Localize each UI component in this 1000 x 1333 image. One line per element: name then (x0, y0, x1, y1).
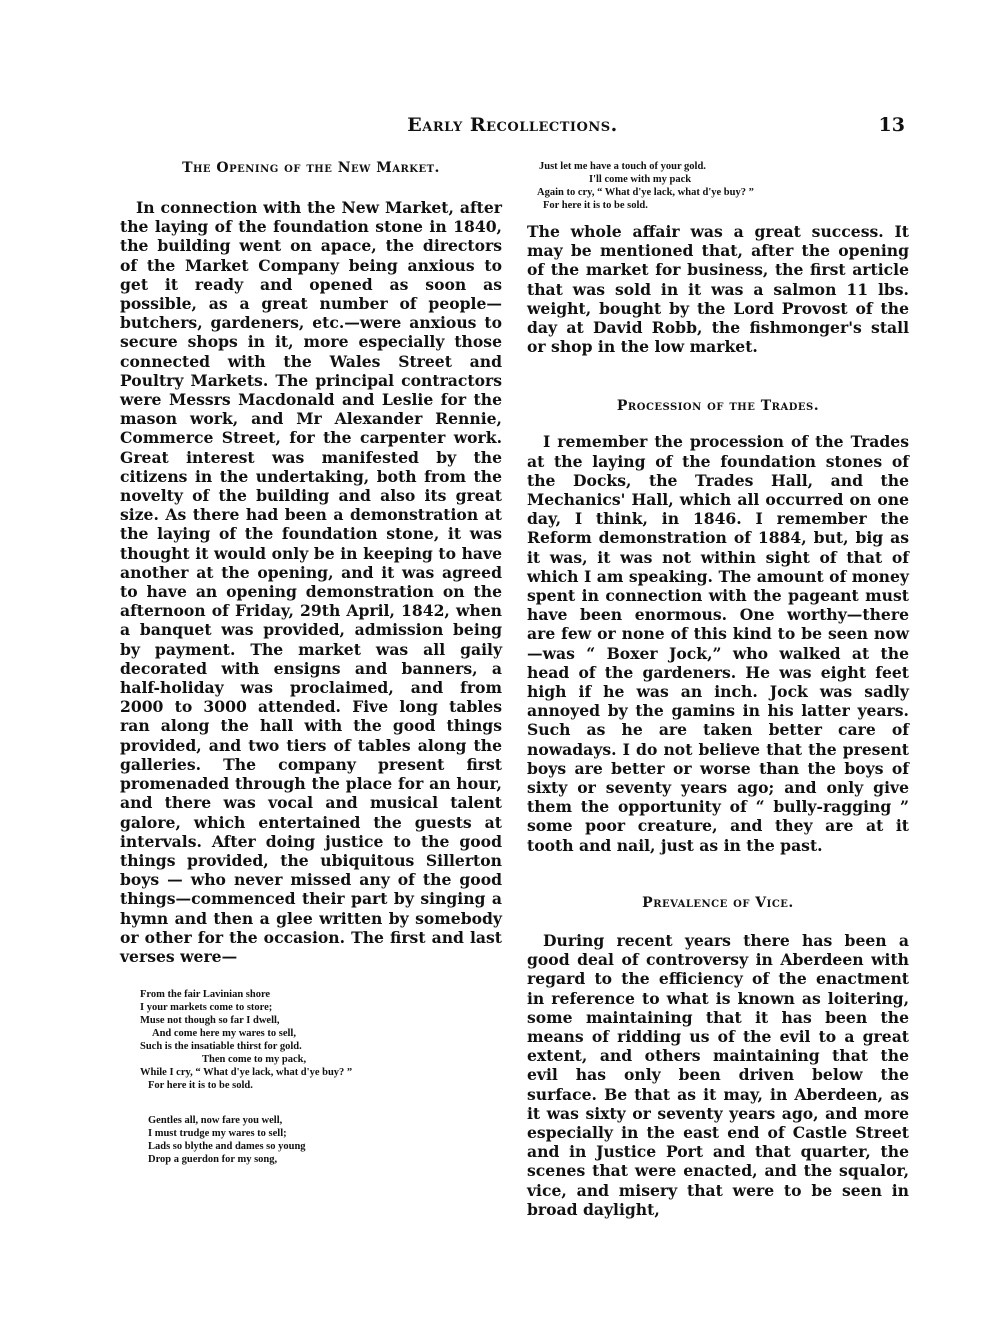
section-heading-procession: Procession of the Trades. (616, 398, 820, 415)
verse-line: Such is the insatiable thirst for gold. (140, 1041, 302, 1053)
verse-block-left (120, 988, 502, 1166)
verse-line: Again to cry, “ What d'ye lack, what d'ye buy? ” (537, 187, 754, 198)
verse-line: Just let me have a touch of your gold. (539, 161, 706, 172)
verse-line: While I cry, “ What d'ye lack, what d'ye buy? ” (140, 1067, 353, 1079)
verse-stanza-continued (537, 160, 909, 212)
verse-line: Gentles all, now fare you well, (148, 1115, 283, 1127)
running-head (120, 114, 905, 142)
verse-line: From the fair Lavinian shore (140, 989, 271, 1001)
verse-line: For here it is to be sold. (543, 200, 648, 211)
section-heading-new-market: The Opening of the New Market. (182, 160, 440, 176)
paragraph-new-market: In connection with the New Market, after the laying of the foundation stone in 1840, the building went on apace, the directors of the Market Company being anxious to get it ready and opened as soon as possible, as a great number of people—butchers, gardeners, etc.—were anxious to secure shops in it, more especially those connected with the Wales Street and Poultry Markets. The principal contractors were Messrs Macdonald and Leslie for the mason work, and Mr Alexander Rennie, Commerce Street, for the carpenter work. Great interest was manifested by the citizens in the undertaking, both from the novelty of the building and also its great size. As there had been a demonstration at the laying of the foundation stone, it was thought it would only be in keeping to have another at the opening, and it was agreed to have an opening demonstration on the afternoon of Friday, 29th April, 1842, when a banquet was provided, admission being by payment. The market was all gaily decorated with ensigns and banners, a half-holiday was proclaimed, and from 2000 to 3000 attended. Five long tables ran along the hall with the good things provided, and two tiers of tables along the galleries. The company present first promenaded through the place for an hour, and there was vocal and musical talent galore, which entertained the guests at intervals. After doing justice to the good things provided, the ubiquitous Sillerton boys — who never missed any of the good things—commenced their part by singing a hymn and then a glee written by somebody or other for the occasion. The first and last verses were— (120, 198, 502, 966)
section-heading-vice: Prevalence of Vice. (642, 894, 794, 911)
verse-block-right (527, 160, 909, 212)
paragraph-great-success: The whole affair was a great success. It may be mentioned that, after the opening of the market for business, the first article that was sold in it was a salmon 11 lbs. weight, bought by the Lord Provost of the day at David Robb, the fishmonger's stall or shop in the low market. (527, 222, 909, 357)
verse-line: I must trudge my wares to sell; (148, 1128, 287, 1140)
left-column (120, 160, 502, 1166)
verse-stanza-1 (140, 988, 502, 1092)
verse-line: Lads so blythe and dames so young (148, 1141, 306, 1153)
verse-line: Muse not though so far I dwell, (140, 1015, 280, 1027)
verse-line: For here it is to be sold. (148, 1080, 253, 1092)
paragraph-vice: During recent years there has been a good deal of controversy in Aberdeen with regard to the efficiency of the enactment in reference to what is known as loitering, some maintaining that it has been the means of ridding us of the evil to a great extent, and others maintaining that the evil has only been driven below the surface. Be that as it may, in Aberdeen, as it was sixty or seventy years ago, and more especially in the east end of Castle Street and in Justice Port and that quarter, the scenes that were enacted, and the squalor, vice, and misery that were to be seen in broad daylight, (527, 930, 909, 1219)
running-title: Early Recollections. (407, 114, 618, 136)
verse-line: I your markets come to store; (140, 1002, 273, 1014)
paragraph-procession: I remember the procession of the Trades at the laying of the foundation stones of the Docks, the Trades Hall, and the Mechanics' Hall, which all occurred on one day, I think, in 1846. I remember the Reform demonstration of 1884, but, big as it was, it was not within sight of that of which I am speaking. The amount of money spent in connection with the pageant must have been enormous. One worthy—there are few or none of this kind to be seen now—was “ Boxer Jock,” who walked at the head of the gardeners. He was eight feet high if he was an inch. Jock was sadly annoyed by the gamins in his latter years. Such as he are taken better care of nowadays. I do not believe that the present boys are better or worse than the boys of sixty or seventy years ago; and only give them the opportunity of “ bully-ragging ” some poor creature, and they are at it tooth and nail, just as in the past. (527, 432, 909, 855)
verse-line: I'll come with my pack (589, 174, 692, 185)
verse-line: And come here my wares to sell, (152, 1028, 296, 1040)
verse-line: Then come to my pack, (202, 1054, 307, 1066)
page-number: 13 (878, 114, 905, 136)
right-column (527, 160, 909, 1219)
verse-line: Drop a guerdon for my song, (148, 1154, 278, 1166)
verse-stanza-2 (140, 1114, 502, 1166)
